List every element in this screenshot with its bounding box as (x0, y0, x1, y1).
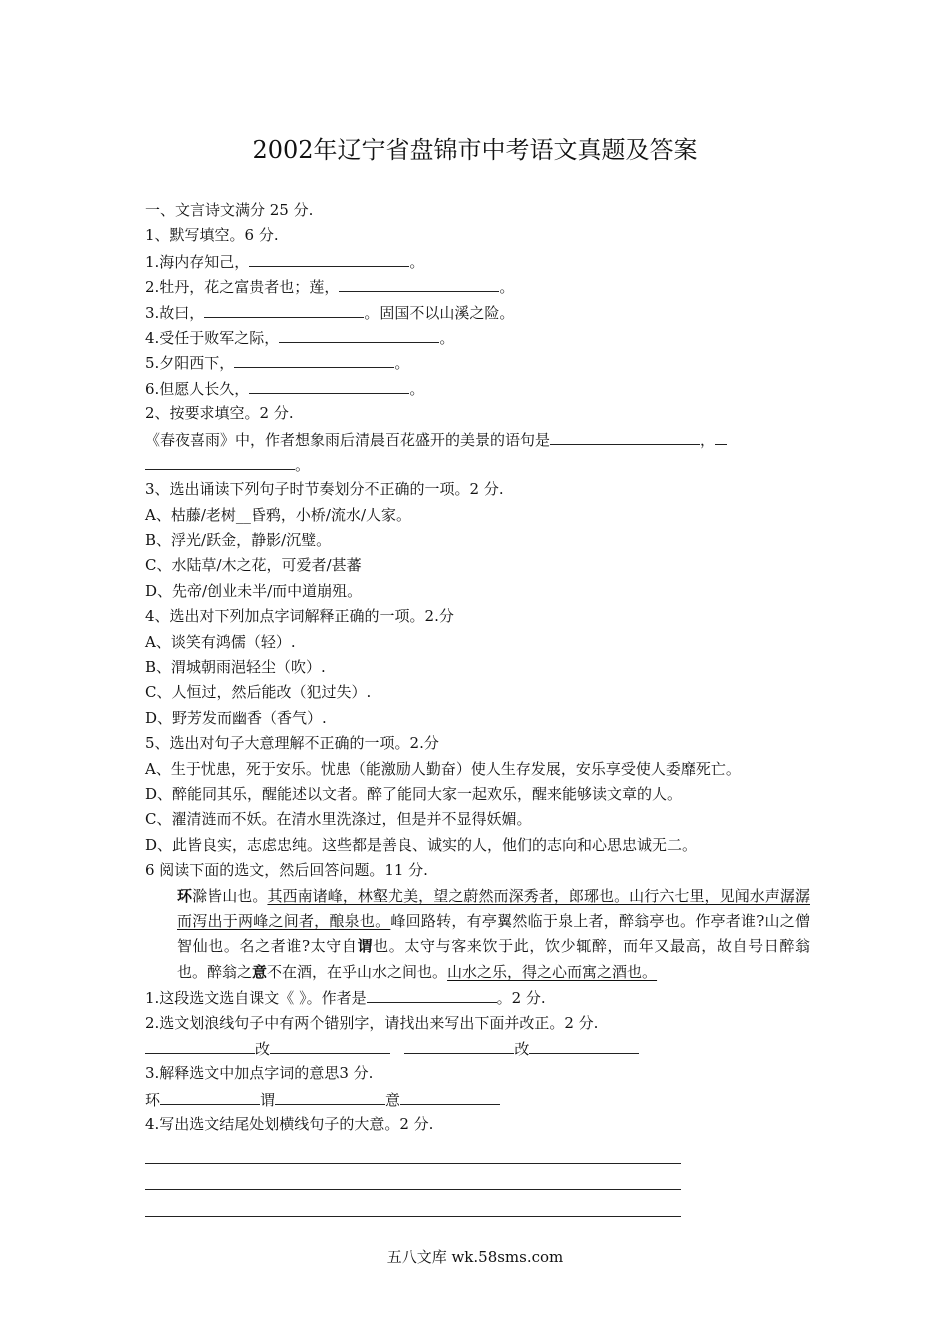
footer-watermark: 五八文库 wk.58sms.com (386, 1248, 564, 1266)
fill-item (145, 300, 810, 325)
question-heading: 2、按要求填空。2 分. (145, 404, 294, 423)
correction-row (145, 1036, 810, 1061)
correction-label: 改 (514, 1039, 530, 1058)
answer-blank[interactable] (204, 300, 364, 318)
fill-item (145, 350, 810, 375)
fill-item (145, 249, 810, 274)
document-body (145, 198, 810, 1217)
fill-prompt: 5.夕阳西下， (145, 354, 235, 373)
option-item: C、水陆草/木之花，可爱者/甚蕃 (145, 556, 362, 575)
fill-suffix: 。固国不以山溪之险。 (364, 303, 515, 322)
option-item: D、醉能同其乐，醒能述以文者。醉了能同大家一起欢乐，醒来能够读文章的人。 (145, 784, 683, 803)
sub-question: 2.选文划浪线句子中有两个错别字，请找出来写出下面并改正。2 分. (145, 1013, 599, 1032)
fill-suffix: 。 (409, 379, 425, 398)
option-item: A、生于忧患，死于安乐。忧患（能激励人勤奋）使人生存发展，安乐享受使人委靡死亡。 (145, 759, 741, 778)
word-label: 谓 (260, 1090, 276, 1109)
underlined-sentence: 山水之乐，得之心而寓之酒也。 (447, 962, 658, 981)
sub-question-text: 3.解释选文中加点字词的意思 (145, 1064, 340, 1083)
fill-prompt: 6.但愿人长久， (145, 379, 250, 398)
answer-blank[interactable] (404, 1036, 514, 1054)
answer-blank[interactable] (249, 376, 409, 394)
answer-blank[interactable] (339, 274, 499, 292)
reading-passage (145, 884, 810, 986)
fill-separator: ， (700, 430, 716, 449)
option-item: B、浮光/跃金，静影/沉璧。 (145, 531, 332, 550)
fill-suffix: 。 (439, 328, 455, 347)
fill-item (145, 452, 810, 477)
option-item: D、野芳发而幽香（香气）. (145, 708, 327, 727)
word-label: 意 (385, 1090, 401, 1109)
section-heading: 一、文言诗文满分 25 分. (145, 201, 314, 219)
answer-blank[interactable] (160, 1087, 260, 1105)
sub-question: 4.写出选文结尾处划横线句子的大意。2 分. (145, 1115, 434, 1134)
fill-suffix: 。2 分. (496, 989, 546, 1008)
answer-line[interactable] (145, 1190, 681, 1216)
answer-blank[interactable] (275, 1087, 385, 1105)
passage-text: 滁皆山也。 (192, 886, 268, 905)
option-item: A、谈笑有鸿儒（轻）. (145, 632, 296, 651)
passage-text: 峰回路转，有亭翼然临于泉上者，醉翁亭也。作亭者谁?山之僧智仙也。名之者谁?太守自 (177, 911, 810, 956)
option-item: C、濯清涟而不妖。在清水里洗涤过，但是并不显得妖媚。 (145, 810, 532, 829)
dotted-word: 意 (252, 962, 268, 981)
sub-question (145, 1061, 810, 1086)
answer-line[interactable] (145, 1164, 681, 1190)
answer-blank[interactable] (279, 325, 439, 343)
fill-item (145, 325, 810, 350)
fill-item (145, 427, 810, 452)
correction-label: 改 (255, 1039, 271, 1058)
question-heading: 1、默写填空。6 分. (145, 226, 279, 245)
fill-prompt: 2.牡丹，花之富贵者也；莲， (145, 278, 340, 297)
answer-blank[interactable] (145, 1036, 255, 1054)
answer-blank[interactable] (145, 452, 295, 470)
answer-blank[interactable] (400, 1087, 500, 1105)
option-item: B、渭城朝雨浥轻尘（吹）. (145, 658, 326, 677)
fill-item (145, 274, 810, 299)
fill-prompt: 1.这段选文选自课文《 》。作者是 (145, 989, 367, 1008)
answer-blank[interactable] (249, 249, 409, 267)
fill-prompt: 1.海内存知己， (145, 252, 250, 271)
sub-question-score: 3 分. (339, 1064, 374, 1083)
word-label: 环 (145, 1090, 161, 1109)
dotted-word: 环 (177, 886, 193, 905)
word-explain-row (145, 1087, 810, 1112)
fill-prompt: 3.故曰， (145, 303, 205, 322)
question-heading: 6 阅读下面的选文，然后回答问题。11 分. (145, 861, 428, 880)
answer-line[interactable] (145, 1138, 681, 1164)
option-item: A、枯藤/老树__昏鸦，小桥/流水/人家。 (145, 505, 411, 524)
option-item: C、人恒过，然后能改（犯过失）. (145, 683, 372, 702)
fill-item (145, 376, 810, 401)
answer-blank[interactable] (529, 1036, 639, 1054)
fill-prompt: 《春夜喜雨》中，作者想象雨后清晨百花盛开的美景的语句是 (145, 430, 551, 449)
answer-blank[interactable] (270, 1036, 390, 1054)
answer-blank[interactable] (715, 427, 727, 445)
fill-suffix: 。 (499, 278, 515, 297)
question-heading: 4、选出对下列加点字词解释正确的一项。2.分 (145, 607, 454, 626)
question-heading: 3、选出诵读下列句子时节奏划分不正确的一项。2 分. (145, 480, 504, 499)
fill-suffix: 。 (394, 354, 410, 373)
passage-text: 也。太守与客来饮于此，饮少辄醉，而年又最高，故自号日醉翁也。醉翁之 (177, 937, 810, 981)
answer-blank[interactable] (367, 985, 497, 1003)
answer-blank[interactable] (234, 350, 394, 368)
passage-text: 不在酒，在乎山水之间也。 (267, 962, 448, 981)
fill-suffix: 。 (295, 455, 311, 474)
fill-suffix: 。 (409, 252, 425, 271)
option-item: D、先帝/创业未半/而中道崩殂。 (145, 581, 363, 600)
fill-prompt: 4.受任于败军之际， (145, 328, 280, 347)
question-heading: 5、选出对句子大意理解不正确的一项。2.分 (145, 734, 439, 753)
wavy-underlined-sentence: 其西南诸峰，林壑尤美，望之蔚然而深秀者，郎琊也。山行六七里，见闻水声潺潺而泻出于两峰之间者，酿泉也。 (177, 886, 810, 930)
fill-item (145, 985, 810, 1010)
option-item: D、此皆良实，志虑忠纯。这些都是善良、诚实的人，他们的志向和心思忠诚无二。 (145, 835, 698, 854)
answer-blank[interactable] (550, 427, 700, 445)
page-title: 2002年辽宁省盘锦市中考语文真题及答案 (252, 136, 698, 164)
dotted-word: 谓 (357, 937, 374, 956)
